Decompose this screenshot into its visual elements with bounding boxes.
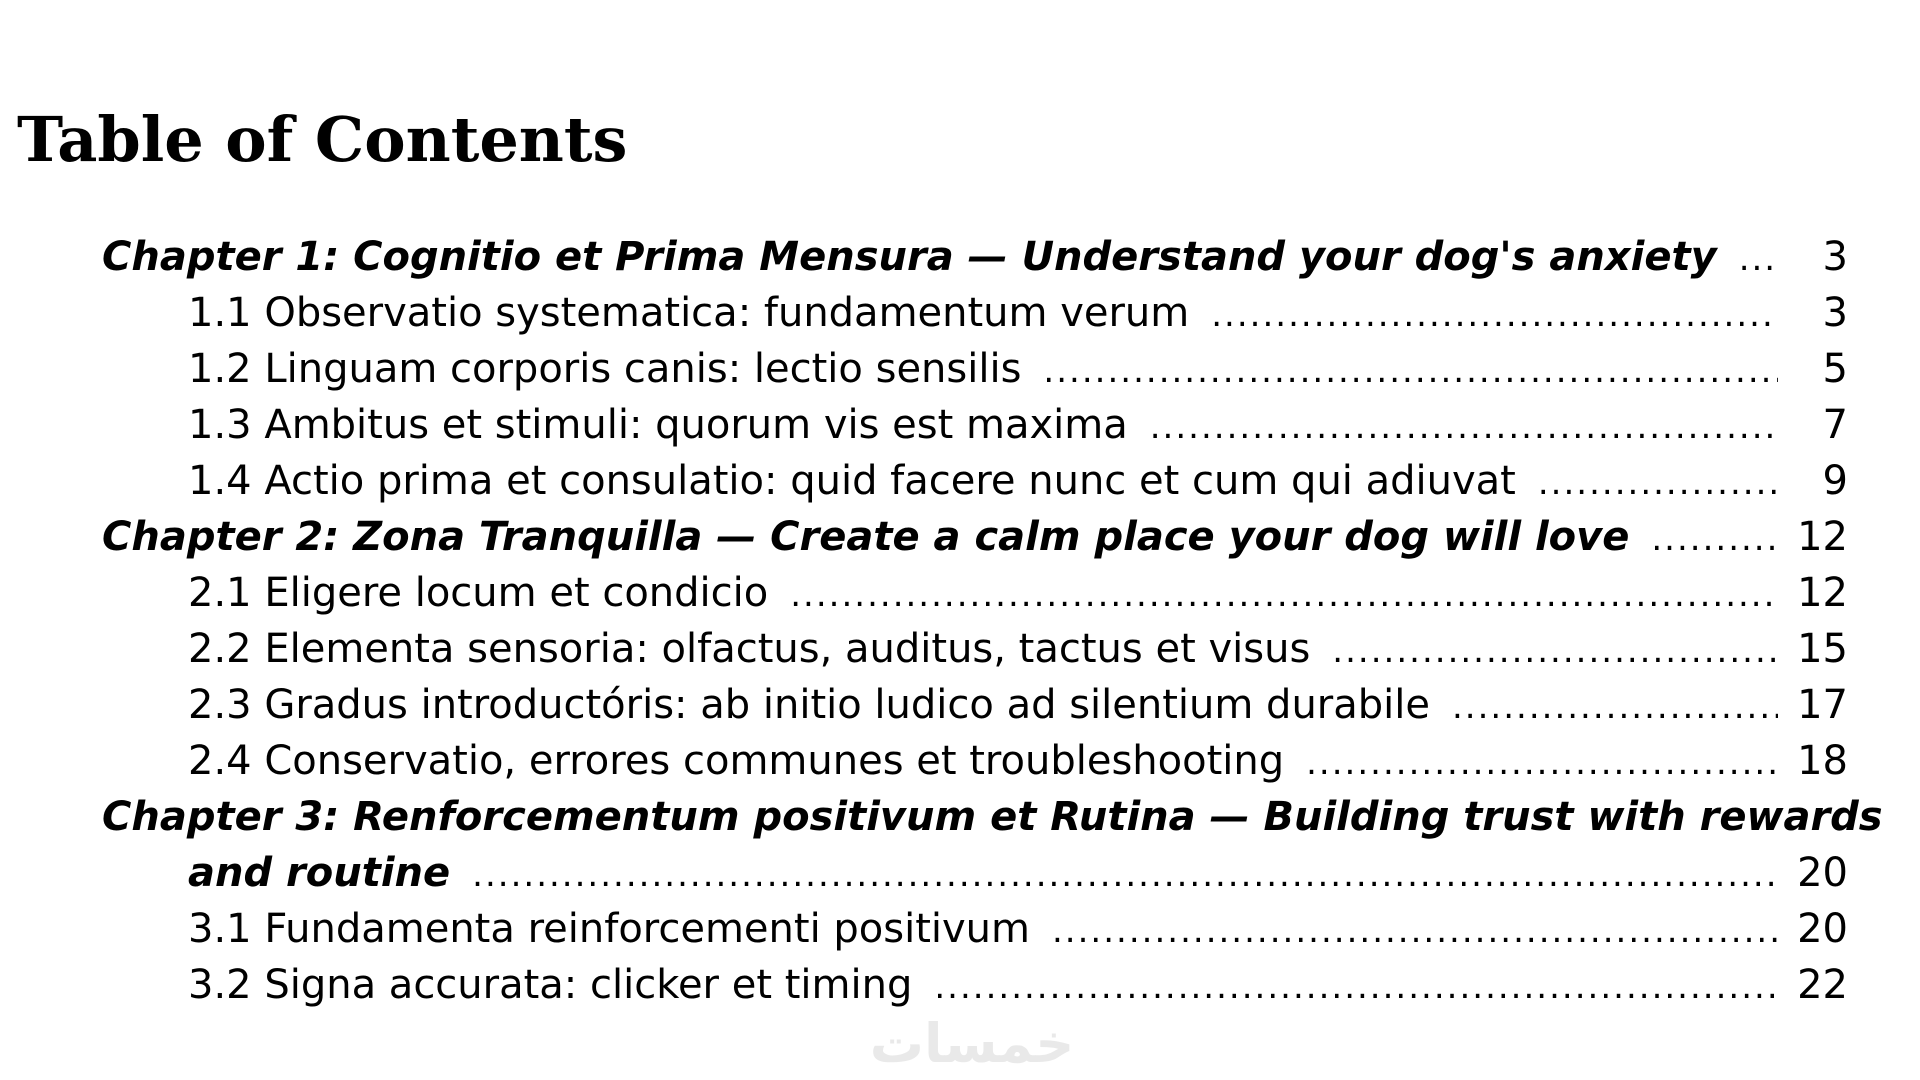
toc-section-2-3[interactable] <box>0 682 1848 738</box>
section-page: 17 <box>1797 682 1848 728</box>
dot-leader <box>1739 239 1778 279</box>
dot-leader <box>934 967 1778 1007</box>
chapter-3-page: 20 <box>1797 850 1848 896</box>
chapter-1-page: 3 <box>1822 234 1848 280</box>
section-label: 3.1 Fundamenta reinforcementi positivum <box>188 906 1030 952</box>
toc-section-2-4[interactable] <box>0 738 1848 794</box>
dot-leader <box>1150 407 1778 447</box>
dot-leader <box>1538 463 1778 503</box>
chapter-3-line2 <box>0 850 1848 906</box>
dot-leader <box>1332 631 1778 671</box>
toc-title: Table of Contents <box>17 103 628 176</box>
dot-leader <box>1452 687 1778 727</box>
dot-leader <box>1651 519 1778 559</box>
section-page: 20 <box>1797 906 1848 952</box>
section-page: 22 <box>1797 962 1848 1008</box>
section-label: 1.2 Linguam corporis canis: lectio sensilis <box>188 346 1022 392</box>
chapter-3-label-line2: and routine <box>188 850 451 896</box>
chapter-2-label: Chapter 2: Zona Tranquilla — Create a calm place your dog will love <box>102 514 1630 560</box>
section-page: 5 <box>1822 346 1848 392</box>
toc-chapter-3[interactable] <box>0 794 1883 906</box>
section-page: 7 <box>1822 402 1848 448</box>
dot-leader <box>472 855 1778 895</box>
section-label: 2.1 Eligere locum et condicio <box>188 570 769 616</box>
dot-leader <box>1052 911 1778 951</box>
section-label: 2.4 Conservatio, errores communes et troubleshooting <box>188 738 1285 784</box>
section-label: 1.3 Ambitus et stimuli: quorum vis est maxima <box>188 402 1128 448</box>
section-page: 9 <box>1822 458 1848 504</box>
toc-chapter-1[interactable] <box>0 234 1848 290</box>
section-label: 2.2 Elementa sensoria: olfactus, auditus, tactus et visus <box>188 626 1311 672</box>
toc-section-3-1[interactable] <box>0 906 1848 962</box>
toc-section-1-3[interactable] <box>0 402 1848 458</box>
dot-leader <box>790 575 1778 615</box>
section-label: 1.1 Observatio systematica: fundamentum verum <box>188 290 1190 336</box>
chapter-1-label: Chapter 1: Cognitio et Prima Mensura — Understand your dog's anxiety <box>102 234 1717 280</box>
section-label: 2.3 Gradus introductóris: ab initio ludico ad silentium durabile <box>188 682 1430 728</box>
watermark-logo <box>852 1010 1092 1080</box>
dot-leader <box>1306 743 1778 783</box>
section-label: 1.4 Actio prima et consulatio: quid facere nunc et cum qui adiuvat <box>188 458 1516 504</box>
section-page: 15 <box>1797 626 1848 672</box>
watermark-text: خمسات <box>869 1012 1075 1075</box>
section-page: 3 <box>1822 290 1848 336</box>
section-label: 3.2 Signa accurata: clicker et timing <box>188 962 913 1008</box>
dot-leader <box>1043 351 1778 391</box>
section-page: 12 <box>1797 570 1848 616</box>
toc-section-2-1[interactable] <box>0 570 1848 626</box>
toc-list <box>0 234 1883 1018</box>
toc-section-1-4[interactable] <box>0 458 1848 514</box>
toc-section-1-1[interactable] <box>0 290 1848 346</box>
chapter-2-page: 12 <box>1797 514 1848 560</box>
section-page: 18 <box>1797 738 1848 784</box>
toc-section-2-2[interactable] <box>0 626 1848 682</box>
toc-chapter-2[interactable] <box>0 514 1848 570</box>
dot-leader <box>1211 295 1778 335</box>
toc-section-1-2[interactable] <box>0 346 1848 402</box>
chapter-3-label-line1: Chapter 3: Renforcementum positivum et Rutina — Building trust with rewards <box>102 794 1883 840</box>
